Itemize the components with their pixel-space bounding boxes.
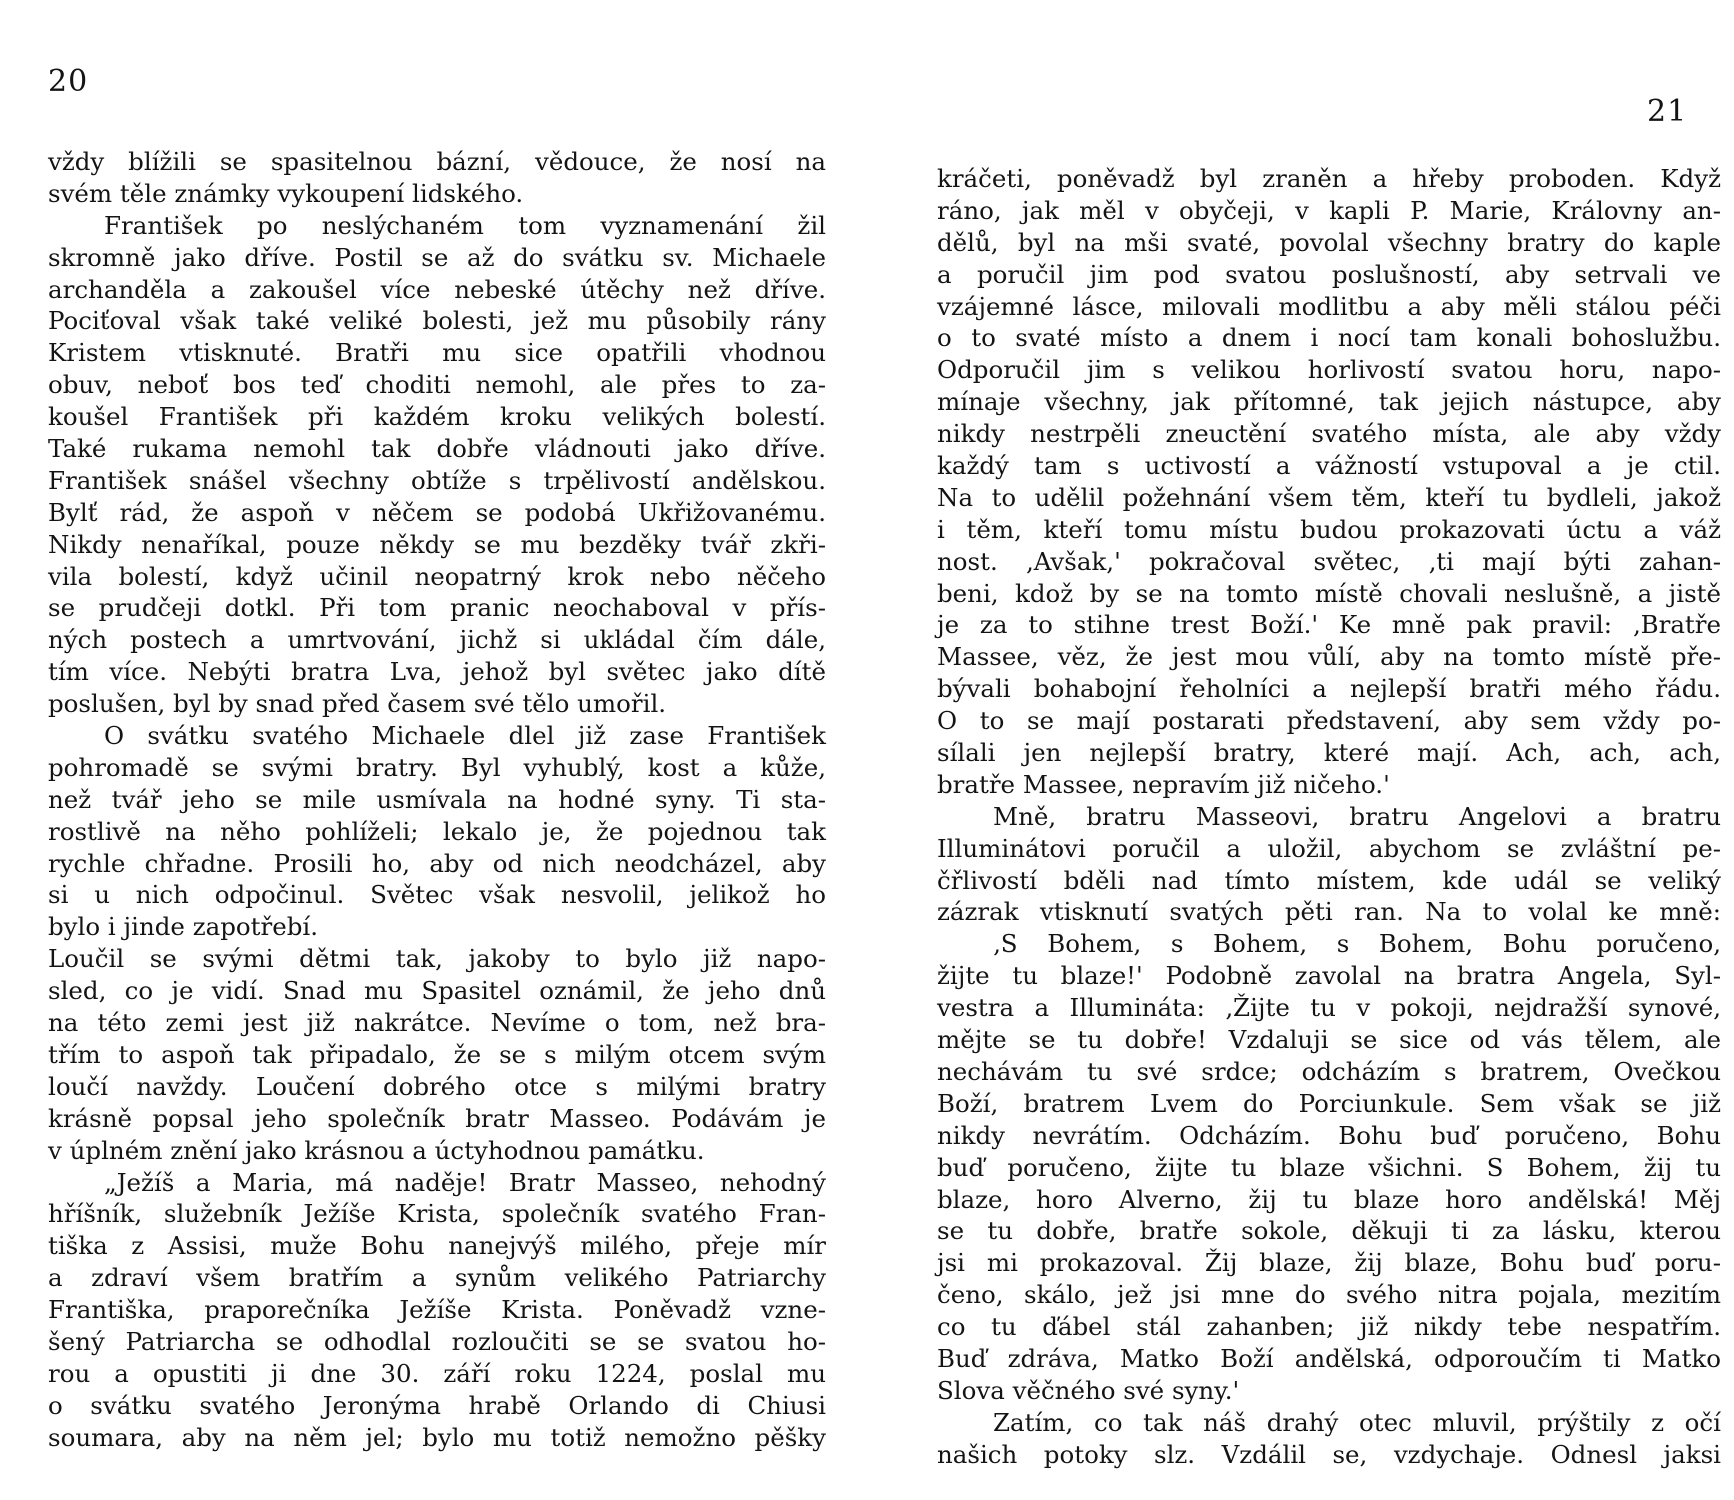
- text-line: Františka, praporečníka Ježíše Krista. Poněvadž vzne-: [48, 1295, 826, 1325]
- text-line: ráno, jak měl v obyčeji, v kapli P. Marie, Královny an-: [937, 195, 1721, 225]
- text-line: beni, kdož by se na tomto místě chovali neslušně, a jistě: [937, 578, 1721, 608]
- text-line: čřlivostí bděli nad tímto místem, kde udál se veliký: [937, 865, 1721, 895]
- text-line: třím to aspoň tak připadalo, že se s milým otcem svým: [48, 1039, 826, 1069]
- text-line: pohromadě se svými bratry. Byl vyhublý, kost a kůže,: [48, 752, 826, 782]
- text-line: rychle chřadne. Prosili ho, aby od nich neodcházel, aby: [48, 848, 826, 878]
- text-line: Pociťoval však také veliké bolesti, jež mu působily rány: [48, 306, 826, 336]
- text-line: soumara, aby na něm jel; bylo mu totiž nemožno pěšky: [48, 1422, 826, 1452]
- text-line: vestra a Illumináta: ‚Žijte tu v pokoji, nejdražší synové,: [937, 993, 1721, 1023]
- left-page-text: [48, 146, 826, 1454]
- text-line: loučí navždy. Loučení dobrého otce s milými bratry: [48, 1071, 826, 1101]
- right-page: [867, 0, 1734, 1500]
- text-line: o svátku svatého Jeronýma hrabě Orlando di Chiusi: [48, 1390, 826, 1420]
- text-line: Slova věčného své syny.': [937, 1375, 1240, 1405]
- text-line: je za to stihne trest Boží.' Ke mně pak pravil: ‚Bratře: [937, 610, 1721, 640]
- text-line: buď poručeno, žijte tu blaze všichni. S Bohem, žij tu: [937, 1152, 1721, 1182]
- text-line: jsi mi prokazoval. Žij blaze, žij blaze, Bohu buď poru-: [937, 1248, 1721, 1278]
- text-line: Bylť rád, že aspoň v něčem se podobá Ukřižovanému.: [48, 497, 826, 527]
- text-line: svém těle známky vykoupení lidského.: [48, 178, 524, 208]
- text-line: bývali bohabojní řeholníci a nejlepší bratři mého řádu.: [937, 674, 1721, 704]
- text-line: obuv, neboť bos teď choditi nemohl, ale přes to za-: [48, 370, 826, 400]
- text-line: skromně jako dříve. Postil se až do svátku sv. Michaele: [48, 242, 826, 272]
- text-line: poslušen, byl by snad před časem své tělo umořil.: [48, 689, 667, 719]
- text-line: ‚S Bohem, s Bohem, s Bohem, Bohu poručeno,: [993, 929, 1721, 959]
- text-line: vždy blížili se spasitelnou bázní, vědouce, že nosí na: [48, 147, 826, 176]
- text-line: vila bolestí, když učinil neopatrný krok nebo něčeho: [48, 561, 826, 591]
- text-line: Zatím, co tak náš drahý otec mluvil, prýštily z očí: [993, 1407, 1721, 1437]
- text-line: i těm, kteří tomu místu budou prokazovati úctu a váž: [937, 514, 1721, 544]
- text-line: O to se mají postarati představení, aby sem vždy po-: [937, 706, 1721, 736]
- text-line: mějte se tu dobře! Vzdaluji se sice od vás tělem, ale: [937, 1025, 1721, 1055]
- text-line: nost. ‚Avšak,' pokračoval světec, ‚ti mají býti zahan-: [937, 546, 1721, 576]
- text-line: každý tam s uctivostí a vážností vstupoval a je ctil.: [937, 451, 1721, 481]
- text-line: zázrak vtisknutí svatých pěti ran. Na to volal ke mně:: [937, 897, 1721, 927]
- text-line: Massee, věz, že jest mou vůlí, aby na tomto místě pře-: [937, 642, 1721, 672]
- text-line: Boží, bratrem Lvem do Porciunkule. Sem však se již: [937, 1088, 1721, 1118]
- text-line: Illuminátovi poručil a uložil, abychom se zvláštní pe-: [937, 833, 1721, 863]
- text-line: František snášel všechny obtíže s trpělivostí andělskou.: [48, 465, 826, 495]
- right-page-text: [937, 163, 1721, 1471]
- text-line: v úplném znění jako krásnou a úctyhodnou památku.: [48, 1135, 705, 1165]
- text-line: než tvář jeho se mile usmívala na hodné syny. Ti sta-: [48, 784, 826, 814]
- text-line: rostlivě na něho pohlíželi; lekalo je, že pojednou tak: [48, 816, 826, 846]
- text-line: nikdy nevrátím. Odcházím. Bohu buď poručeno, Bohu: [937, 1120, 1721, 1150]
- text-line: si u nich odpočinul. Světec však nesvolil, jelikož ho: [48, 880, 826, 910]
- text-line: rou a opustiti ji dne 30. září roku 1224, poslal mu: [48, 1358, 826, 1388]
- text-line: Kristem vtisknuté. Bratři mu sice opatřili vhodnou: [48, 338, 826, 368]
- text-line: hříšník, služebník Ježíše Krista, společník svatého Fran-: [48, 1199, 826, 1229]
- text-line: archanděla a zakoušel více nebeské útěchy než dříve.: [48, 274, 826, 304]
- text-line: tiška z Assisi, muže Bohu nanejvýš milého, přeje mír: [48, 1231, 826, 1261]
- text-line: a poručil jim pod svatou poslušností, aby setrvali ve: [937, 259, 1721, 289]
- text-line: co tu ďábel stál zahanben; již nikdy tebe nespatřím.: [937, 1312, 1721, 1342]
- text-line: vzájemné lásce, milovali modlitbu a aby měli stálou péči: [937, 291, 1721, 321]
- text-line: o to svaté místo a dnem i nocí tam konali bohoslužbu.: [937, 323, 1721, 353]
- text-line: nechávám tu své srdce; odcházím s bratrem, Ovečkou: [937, 1056, 1721, 1086]
- text-line: Nikdy nenaříkal, pouze někdy se mu bezděky tvář zkři-: [48, 529, 826, 559]
- text-line: mínaje všechny, jak přítomné, tak jejich nástupce, aby: [937, 387, 1721, 417]
- text-line: bylo i jinde zapotřebí.: [48, 912, 319, 942]
- text-line: šený Patriarcha se odhodlal rozloučiti se se svatou ho-: [48, 1326, 826, 1356]
- text-line: „Ježíš a Maria, má naděje! Bratr Masseo, nehodný: [104, 1167, 826, 1197]
- text-line: Odporučil jim s velikou horlivostí svatou horu, napo-: [937, 355, 1721, 385]
- text-line: a zdraví všem bratřím a synům velikého Patriarchy: [48, 1263, 826, 1293]
- text-line: žijte tu blaze!' Podobně zavolal na bratra Angela, Syl-: [937, 961, 1721, 991]
- text-line: Loučil se svými dětmi tak, jakoby to bylo již napo-: [48, 944, 826, 974]
- text-line: ných postech a umrtvování, jichž si ukládal čím dále,: [48, 625, 826, 655]
- text-line: Na to udělil požehnání všem těm, kteří tu bydleli, jakož: [937, 482, 1721, 512]
- text-line: sílali jen nejlepší bratry, které mají. Ach, ach, ach,: [937, 738, 1721, 768]
- text-line: O svátku svatého Michaele dlel již zase František: [104, 721, 826, 751]
- text-line: našich potoky slz. Vzdálil se, vzdychaje. Odnesl jaksi: [937, 1439, 1721, 1469]
- text-line: se prudčeji dotkl. Při tom pranic neochaboval v přís-: [48, 593, 826, 623]
- text-line: Také rukama nemohl tak dobře vládnouti jako dříve.: [48, 434, 826, 464]
- text-line: tím více. Nebýti bratra Lva, jehož byl světec jako dítě: [48, 657, 826, 687]
- text-line: se tu dobře, bratře sokole, děkuji ti za lásku, kterou: [937, 1216, 1721, 1246]
- page-number-left: 20: [48, 64, 89, 99]
- text-line: koušel František při každém kroku velikých bolestí.: [48, 402, 826, 432]
- text-line: bratře Massee, nepravím již ničeho.': [937, 769, 1390, 799]
- text-line: čeno, skálo, jež jsi mne do svého nitra pojala, mezitím: [937, 1280, 1721, 1310]
- text-line: nikdy nestrpěli zneuctění svatého místa, ale aby vždy: [937, 419, 1721, 449]
- text-line: František po neslýchaném tom vyznamenání žil: [104, 210, 826, 240]
- page-number-right: 21: [1647, 94, 1688, 129]
- text-line: dělů, byl na mši svaté, povolal všechny bratry do kaple: [937, 227, 1721, 257]
- text-line: na této zemi jest již nakrátce. Nevíme o tom, než bra-: [48, 1008, 826, 1038]
- text-line: sled, co je vidí. Snad mu Spasitel oznámil, že jeho dnů: [48, 976, 826, 1006]
- text-line: Mně, bratru Masseovi, bratru Angelovi a bratru: [993, 801, 1721, 831]
- text-line: krásně popsal jeho společník bratr Masseo. Podávám je: [48, 1103, 826, 1133]
- text-line: blaze, horo Alverno, žij tu blaze horo andělská! Měj: [937, 1184, 1721, 1214]
- text-line: Buď zdráva, Matko Boží andělská, odporoučím ti Matko: [937, 1343, 1721, 1373]
- text-line: kráčeti, poněvadž byl zraněn a hřeby proboden. Když: [937, 164, 1721, 193]
